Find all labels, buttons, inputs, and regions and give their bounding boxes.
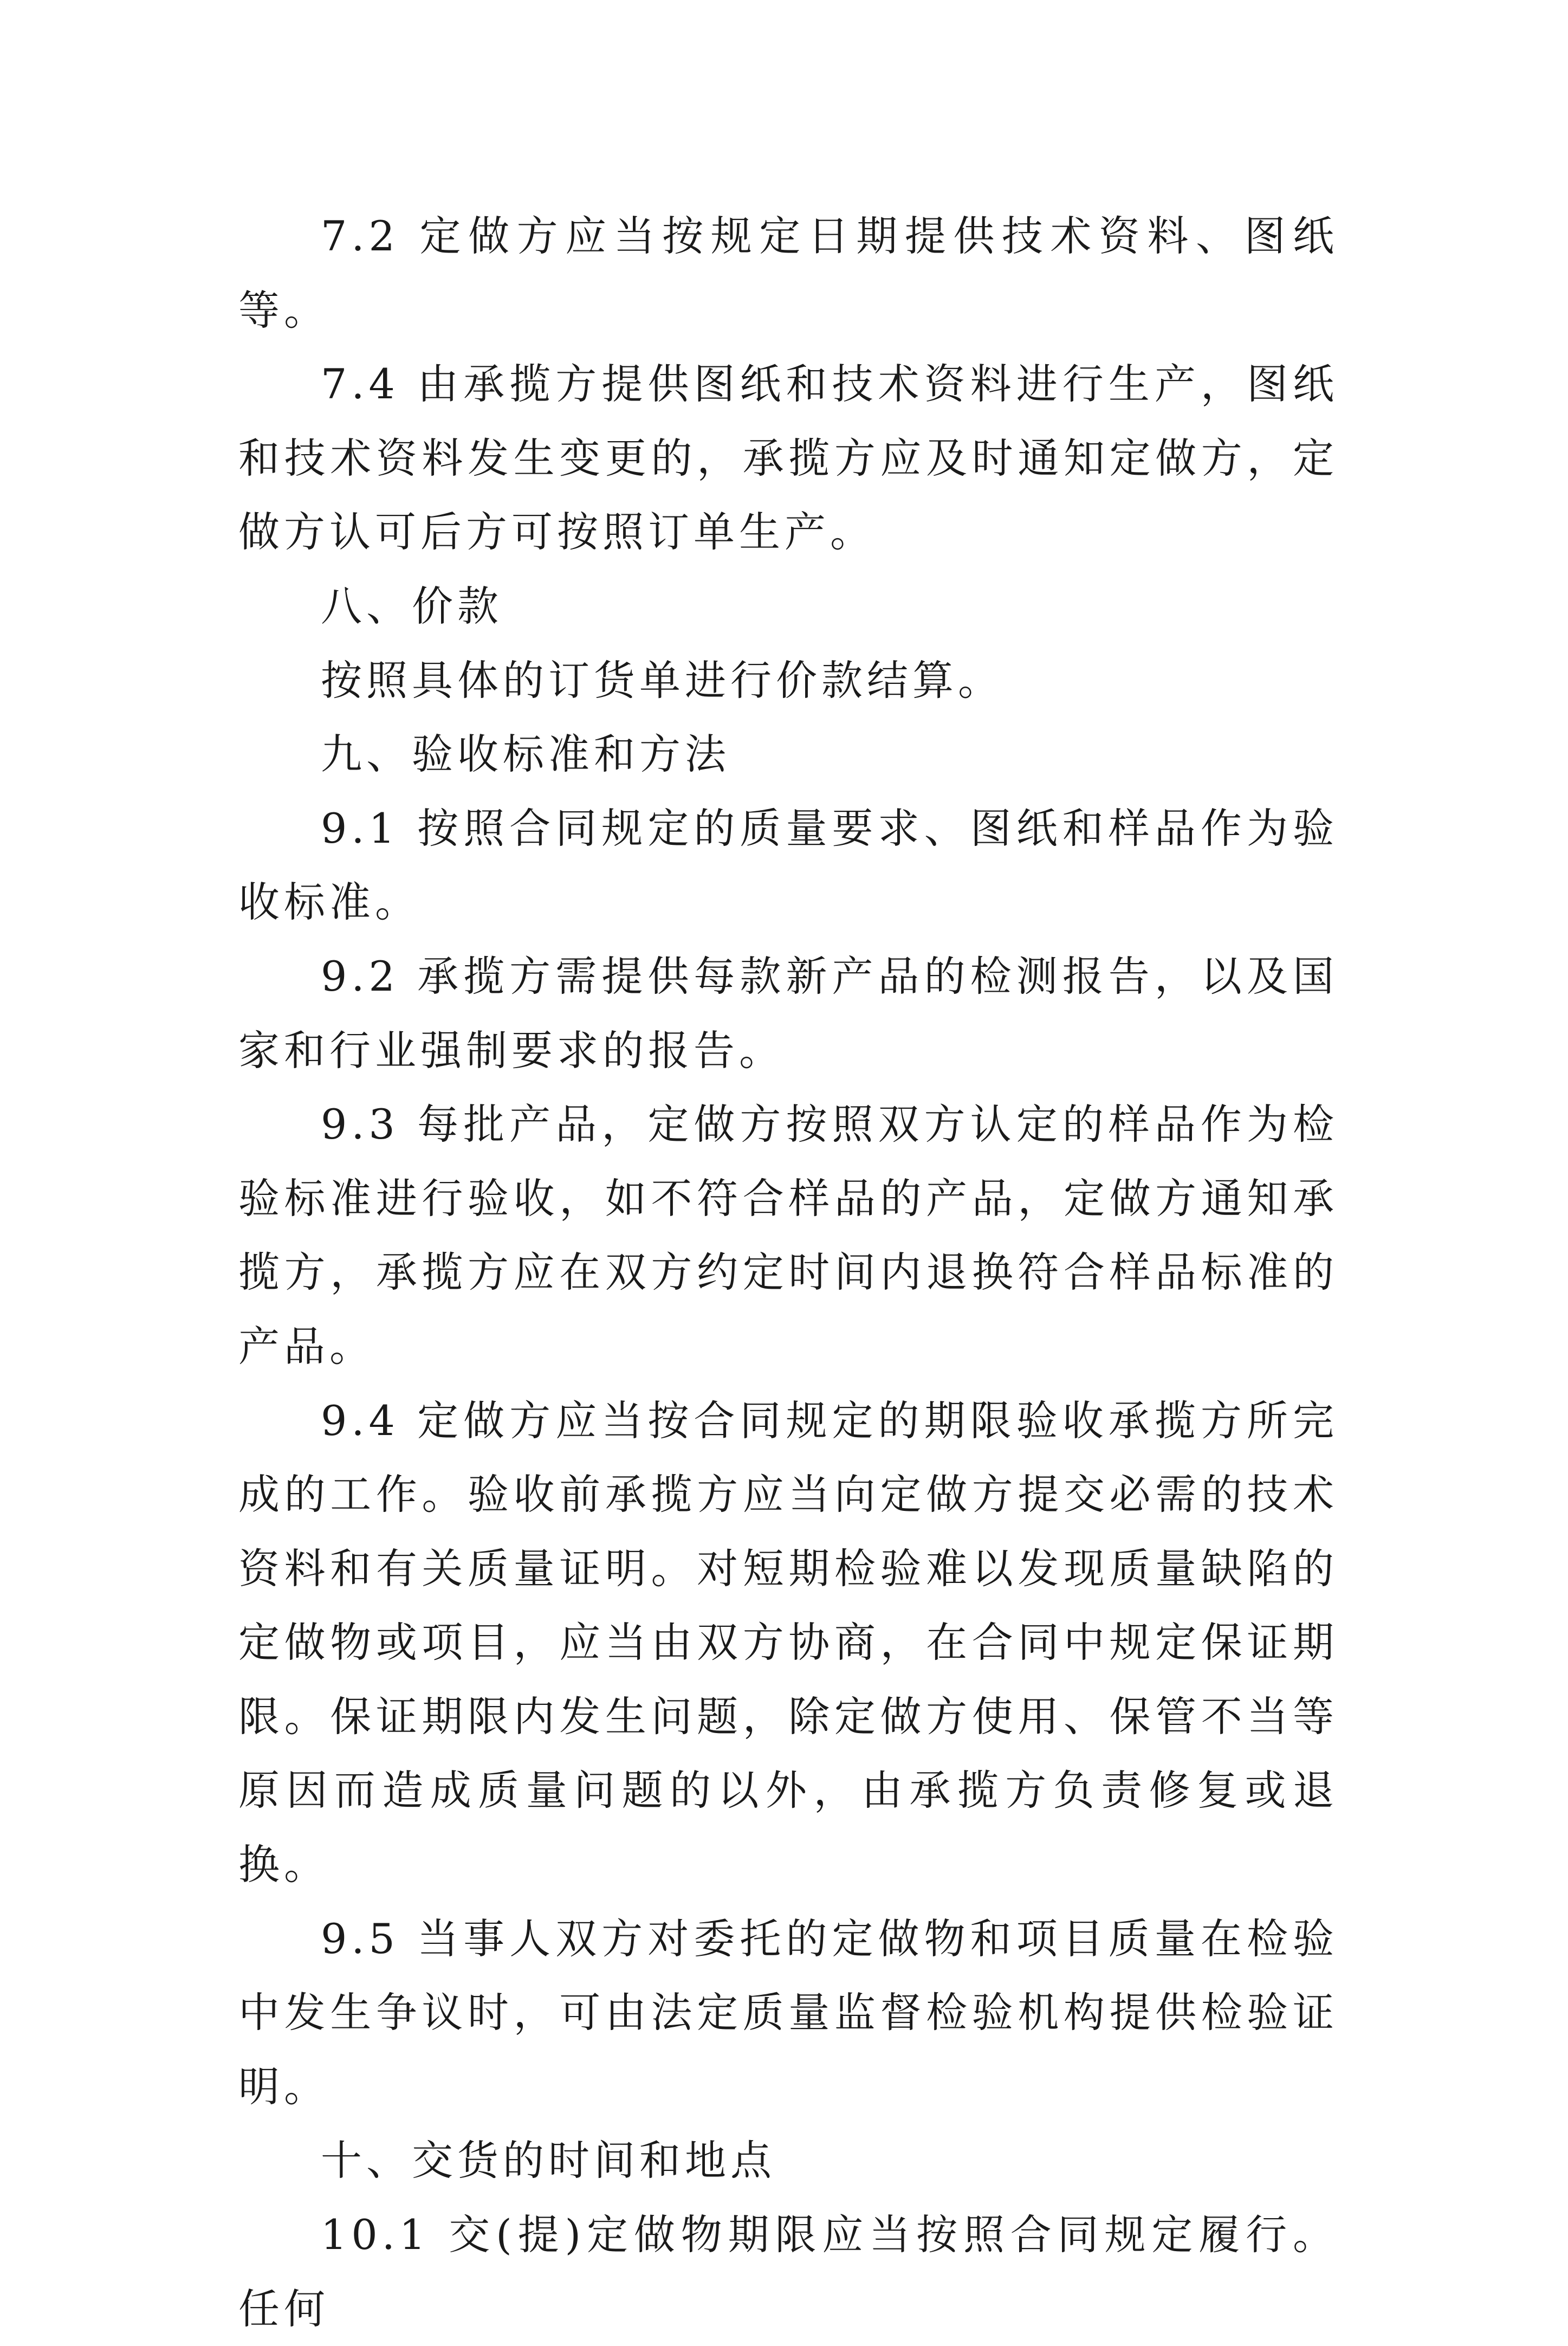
clause-9-2: 9.2 承揽方需提供每款新产品的检测报告，以及国家和行业强制要求的报告。 — [238, 952, 1338, 1075]
clause-9-4: 9.4 定做方应当按合同规定的期限验收承揽方所完成的工作。验收前承揽方应当向定做方提交必需的技术资料和有关质量证明。对短期检验难以发现质量缺陷的定做物或项目，应当由双方协商，在合同中规定保证期限。保证期限内发生问题，除定做方使用、保管不当等原因而造成质量问题的以外，由承揽方负责修复或退换。 — [238, 1396, 1338, 1889]
document-body — [238, 199, 1338, 2346]
section-heading-price: 八、价款 — [321, 581, 503, 630]
clause-9-5: 9.5 当事人双方对委托的定做物和项目质量在检验中发生争议时，可由法定质量监督检验机构提供检验证明。 — [238, 1914, 1338, 2111]
section-heading-acceptance: 九、验收标准和方法 — [321, 730, 730, 779]
clause-9-3: 9.3 每批产品，定做方按照双方认定的样品作为检验标准进行验收，如不符合样品的产品，定做方通知承揽方，承揽方应在双方约定时间内退换符合样品标准的产品。 — [238, 1100, 1338, 1371]
clause-7-2: 7.2 定做方应当按规定日期提供技术资料、图纸等。 — [238, 212, 1338, 334]
clause-9-1: 9.1 按照合同规定的质量要求、图纸和样品作为验收标准。 — [238, 804, 1338, 927]
clause-10-1: 10.1 交(提)定做物期限应当按照合同规定履行。任何 — [238, 2211, 1338, 2333]
section-heading-delivery: 十、交货的时间和地点 — [321, 2136, 776, 2185]
price-settlement-text: 按照具体的订货单进行价款结算。 — [321, 656, 1003, 705]
clause-7-4: 7.4 由承揽方提供图纸和技术资料进行生产，图纸和技术资料发生变更的，承揽方应及时通知定做方，定做方认可后方可按照订单生产。 — [238, 360, 1338, 557]
